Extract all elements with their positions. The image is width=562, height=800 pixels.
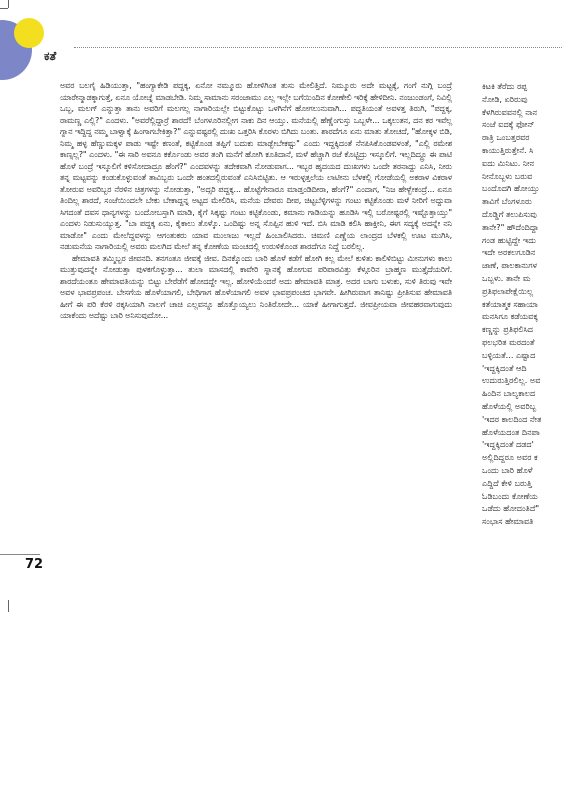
column-line: ಉದುರುತ್ತಿರಲಿಲ್ಲ. ಅವ <box>482 375 541 386</box>
main-text-column <box>60 80 452 322</box>
column-line: ಎದ್ದಿದೆ ಕೇಳಿ ಬರುತ್ತಿ <box>482 477 532 488</box>
column-line: ಅಲ್ಲಿದಿದ್ದರೂ ಅವರ ಕ <box>482 452 538 463</box>
column-line: ಹಿಂದಿನ ಬಾಲ್ಯಕಾಲದ <box>482 388 536 399</box>
crop-mark-top-left <box>0 8 8 9</box>
right-text-column-cropped <box>482 80 562 528</box>
column-line: ನೀನೊಬ್ಬಳು ಬರುವ <box>482 170 533 181</box>
column-line: ಸಂಜೆ ಐದಕ್ಕೆ ಫೋನ್ <box>482 119 535 130</box>
column-line: ಜಾಣೆ, ಪಾಲಕಾನುಗಳ <box>482 260 537 271</box>
column-line: ಕೆಳಗಿರುವವನಲ್ಲಿ ನಾನ <box>482 106 538 117</box>
column-line: ಹೊಳೆಯಲ್ಲಿ ಅವರಿಬ್ಬ <box>482 400 537 411</box>
section-label: ಕತೆ <box>44 49 57 63</box>
column-line: ಕತೆಯಾತ್ಮಕ ಸಹಾಯಾ <box>482 298 538 309</box>
paragraph: ಅವರ ಬಲಗೈ ಹಿಡಿಯುತ್ತಾ, "ಹಂಗ್ಯಾಕೇಡಿ ಪದ್ದಕ್ಕ, ಏನೋ ನಮ್ಮೂರು ಹೋಳಿಗಿಂತ ತುಸು ಮೇಲಿತ್ತಿದೆ. ನಿಮ್ಮೂರು ಅದೇ ಮಟ್ಟಕ್ಕೆ, ಗಂಗೆ ನುಗ್ಗಿ ಬಂದ್ರೆ ಯಾರೇನ್ಮಾಡಕ್ಕಾಗುತ್ತೆ, ಏನೂ ಯೋಚ್ನೆ ಮಾಡಬೇಡಿ. ನಿಮ್ಮ ಸಾಮಾನು ಸರಂಜಾಮು ಎಲ್ಲ ಇಲ್ಲೇ ಬಗೆಯಿಂದಿನ ಕೋಣೇಲಿ ಇರಿಕ್ಕೆ ಹೇಳಿದೀನಿ. ನಂಜುಂಡಂಗೆ, ನಿವಿಲ್ಲಿ ಒಬ್ಬ, ಮಲಗ್ ಎನ್ನುತ್ತಾ ತಾನು ಅವರಿಗೆ ಮಲಗಲ್ಲ ನಾಗಾರಿಯಲ್ಲೇ ಬಿಟ್ಟುಕೊಟ್ಟು ಒಳಗಿನೆಗೆ ಹೋಗಲುನುವಾಗಿ... ಪದ್ದತಿಯಂತೆ ಅವಳತ್ತ ತಿರುಗಿ, "ಪದ್ದಕ್ಕ, ರಾಮಣ್ಣ ಎಲ್ಲಿ?" ಎಂದಳು. "ಅವರೆಲ್ಲಿದ್ದಾರ್ರೆ ಶಾರದೆ! ಬೆಂಗಳೂರಿನಲ್ಲೀಗ ನಾಕು ದಿನ ಆಯ್ತು. ಮನೆಯಲ್ಲಿ ಹೆಣ್ಣೆಂಗುಸ್ತು ಒಬ್ಬಳೇ... ಒಕ್ಕಲುತನ, ದನ ಕರ ಇವೆಲ್ಲ ಗ್ನಾನ ಇದ್ದಿದ್ದ ನಮ್ಮ ಬಾಳ್ವಾಕ್ಕೆ ಹಿಂಗಾಗಬೇಕಿತ್ತಾ?" ಎನ್ನುವಷ್ಟರಲ್ಲಿ ದುಃಖ ಒತ್ತರಿಸಿ ಕೊರಳು ಬಿಗಿದು ಬಂತು. ಶಾರದೆಗೂ ಏನು ಮಾತು ತೋಚದೆ, "ಹೋಕ್ಕಳ ಬಿಡಿ, ನಿಮ್ಮ ಹಳ್ಳ ಹೆಣ್ಣುಮಕ್ಕಳ ಪಾಡು ಇಷ್ಟೇ ಕಣಂತೆ, ಕಟ್ಟಿಕೊಂಡ ತಪ್ಪಿಗೆ ಬದುಕು ಮಾಡ್ಬೇಬೇಕಷ್ಟು" ಎಂದು ಇದ್ದಕ್ಕಿದಂತೆ ನೆನಪಿಸಿಕೊಂಡವಳಂತೆ, "ಎಲ್ಲಿ ರಮೇಶ ಕಾಣ್ಸಲ್ಲ?" ಎಂದಳು. "ಈ ಸಾರಿ ಅವನೂ ಕರ್ಕೊಂಡು ಅವರ ತಂಗಿ ಮನೆಗೆ ಹೋಗಿ ಕೂತಿದಾನೆ, ಮಳೆ ಹೆಚ್ಚಾಗಿ ರಜೆ ಕೊಟ್ಟಿದ್ರು ಇಸ್ಕೂಲಿಗೆ. ಇಲ್ಲದಿದ್ದ್ರೂ ಈ ಪಾಟಿ ಹೊಳೆ ಬಂದ್ರೆ ಇಸ್ಕೂಲಿಗೆ ಕಳಿಸೋದಾದ್ರೂ ಹೆಂಗೆ?" ಎಂದವಳನ್ನು ತದೇಕವಾಗಿ ನೋಡುವಾಗ... ಇಬ್ಬರ ಹೃದಯದ ದುಃಖಗಳು ಒಂದೇ ತರನಾದ್ದು ಎನಿಸಿ, ನೀರು ತನ್ನ ಮಟ್ಟವನ್ನು ಕಂಡುಕೊಳ್ಳುವಂತೆ ತಾವಿಬ್ಬರು ಒಂದೇ ಹಂತದಲ್ಲಿರುವಂತೆ ಎನಿಸಿಬಿಟ್ಟಿತು. ಆ ಇರುಳ್ಳತ್ತಲೆಯ ಲಾಟೀನು ಬೆಳಕಲ್ಲಿ ಗೋಡೆಯಲ್ಲಿ ಅಕರಾಳ ವಿಕರಾಳ ತೋರುವ ಅವರಿಬ್ಬರ ನೆರಳಿನ ಚಿತ್ರಗಳನ್ನು ನೋಡುತ್ತಾ, "ಅದ್ಸರಿ ಪದ್ದಕ್ಕ... ಹೊಟ್ಟೆಗೇನಾರೂ ಮಾಡ್ತಂಡಿದೀರಾ, ಹೆಂಗೆ?" ಎಂದಾಗ, "ನಿಜ ಹೇಳ್ಬೇಕಂದ್ರೆ... ಏನೂ ತಿಂದಿಲ್ಲ ಶಾರದೆ, ಸಂಜೆಯಿಂದಲೇ ಬೇಕು ಬೇಕಾದ್ದನ್ನ ಅಟ್ಟದ ಮೇಲಿರಿಸಿ, ಮನೆಯ ದೇವರು ದೀಪ, ಚಿಟ್ಟಬೆಳ್ಳಿಗಳನ್ನು ಗಂಟು ಕಟ್ಟಿಕೊಂಡು ಮಳೆ ನೀರಿಗೆ ಅದ್ದುವಾ ಸಿಗದಂತೆ ದವಸ ಧಾನ್ಯಗಳನ್ನು ಬಂದೋಬಸ್ತಾಗಿ ಮಾಡಿ, ಕೈಗೆ ಸಿಕ್ಕಷ್ಟು ಗಂಟು ಕಟ್ಟಿಕೊಂಡು, ಕಮಾನು ಗಾಡಿಯನ್ನು ಹೂಡಿಸಿ ಇಲ್ಲಿ ಬರೋಷ್ಟರಲ್ಲಿ ಇಷ್ಟೊತ್ತಾಯ್ತು" ಎಂದಳು ನಿಡುಸುಯ್ಯುತ್ತ. "ಬಾ ಪದ್ದಕ್ಕ ಏನು, ಕೈಕಾಲು ತೊಳ್ಕೊ. ಒಂದಿಷ್ಟು ಅನ್ನ ಸೊಪ್ಪಿನ ಹುಳಿ ಇದೆ. ಬಿಸಿ ಮಾಡಿ ಕಲಿಸಿ ಹಾಕ್ತೀನಿ, ಈಗ ಸದ್ಯಕ್ಕೆ ಅದನ್ನೇ ನನಿ ಮಾಡೋ" ಎಂದು ಮೇಲೆದ್ದವಳನ್ನು ಆಗಂತುಕರು ಯಾವ ಮುಲಾಜು ಇಲ್ಲದೆ ಹಿಂಬಾಲಿಸಿದರು. ಚಿಮಣಿ ಎಣ್ಣೆಯ ಲಾಂದ್ರದ ಬೆಳಕಲ್ಲಿ ಊಟ ಮುಗಿಸಿ, ನಡುಮನೆಯ ನಾಗಾರಿಯಲ್ಲಿ ಅವರು ಮಲಗಿದ ಮೇಲೆ ತನ್ನ ಕೋಣೆಯ ಮಂಚದಲ್ಲಿ ಉರುಳಿಕೊಂಡ ಶಾರದೆಗೂ ನಿದ್ದೆ ಬರಲಿಲ್ಲ. <box>60 80 452 251</box>
crop-mark-bottom-left <box>8 600 9 612</box>
column-line: ಒಬ್ಬಳು. ತಾನೇ ಮ <box>482 272 531 283</box>
column-line: 'ಇದ್ದಕ್ಕಿದಂತೆ ದಡದ' <box>482 439 534 450</box>
column-line: ಕಿಟಕಿ ತೆರೆದು ರಪ್ಪ <box>482 81 528 91</box>
column-line: ತಾನೇ?" ಹೌದೆಂದಿದ್ದಾ <box>482 221 539 232</box>
column-line: ಫಲಭರಿತ ಮರದಂತೆ <box>482 336 535 347</box>
column-line: 'ಇದ್ದಕ್ಕಿದಂತೆ ಆದಿ <box>482 362 527 373</box>
column-line: ಹೊಳೆಯದಂತ ದಿನಪಾ <box>482 426 540 437</box>
column-line: ಕಾಯುತ್ತಿರುತ್ತೇನೆ. ಸಿ <box>482 144 534 155</box>
column-line: ಓಡಿಬಂದು ಕೋಣೆಯ <box>482 490 538 501</box>
column-line: ಕಣ್ಣನ್ನು ಪ್ರತಿಫಲಿಸಿದ <box>482 324 533 335</box>
column-line: ನೋಡಿ, ಏರಿರುವು <box>482 93 528 104</box>
column-line: ಗಂಡ ಹುಟ್ಟಿದ್ದೇ ಇದು <box>482 234 536 245</box>
column-line: ಐದು ಮಿನಿಟು. ನೀನ <box>482 157 535 168</box>
column-line: ಬಳ್ಳಿಯತೆ... ಎಷ್ಟಾದ <box>482 349 536 360</box>
decorative-circle-yellow <box>14 18 44 48</box>
column-line: ತಾವಿಗೆ ಬೆಂಗಳೂರು <box>482 196 532 207</box>
header-dotted-rule <box>74 47 562 48</box>
column-line: ಒಂದು ಬಾರಿ ಹೊಳೆ <box>482 464 533 475</box>
column-line: 'ಇದರ ಕಾಲದಿಂದ ನೇತ <box>482 413 542 424</box>
page-number-rule <box>0 554 40 555</box>
column-line: ದೊಡ್ಡಿಗೆ ತಲುಪಿಸುವು <box>482 208 537 219</box>
column-line: ಪ್ರತಿಫಲಾಪೇಕ್ಷೆಯಿಲ್ಲ <box>482 285 534 296</box>
column-line: ಒಡೆದು ಹೋದಂತಿದೆ" <box>482 503 540 514</box>
column-line: ರಾತ್ರಿ ಒಂಬತ್ತರವರ <box>482 132 530 143</box>
column-line: ಬಂದೊದಗಿ ಹೋಯ್ತು <box>482 183 540 194</box>
page-number: 72 <box>25 557 44 572</box>
column-line: ಸಂಭಾಸ ಹೇಮಾವತಿ <box>482 516 534 527</box>
crop-mark-top-left-vertical <box>8 0 9 8</box>
column-line: ಇದೇ ಅರಕಲಗೂಡಿನ <box>482 247 536 258</box>
column-line: ಮನಸಿಗೂ ಕಡೆಯವಕ್ಕ <box>482 311 538 322</box>
paragraph: ಹೇಮಾವತಿ ತಮ್ಮಿಬ್ಬರ ಜೀವನದಿ. ತನಗಂತೂ ಜೀವಕ್ಕೆ ಜೀವ. ದಿನಕ್ಕೊಂದು ಬಾರಿ ಹೊಳೆ ಕಡೆಗೆ ಹೋಗಿ ಕಲ್ಲ ಮೇಲೆ ಕುಳಿತು ಕಾಲಿಳಿಬಿಟ್ಟು ಮೀನುಗಳು ಕಾಲು ಮುತ್ತುವುದನ್ನೇ ನೋಡುತ್ತಾ ಪುಳಕಗೊಳ್ಳುತ್ತಾ... ತುಲಾ ಮಾಸದಲ್ಲಿ ಕಾವೇರಿ ಸ್ನಾನಕ್ಕೆ ಹೋಗುವ ಪರಿಪಾಠವಿತ್ತು ಕೆಳ್ಗೂರಿನ ಬ್ರಾಹ್ಮಣ ಮುತ್ತೈದೆಯರಿಗೆ. ಶಾರದೆಯಂತೂ ಹೇಮಾವತಿಯನ್ನು ಬಿಟ್ಟು ಬೇರೆಡೆಗೆ ಹೋದದ್ದೇ ಇಲ್ಲ. ಹೋಳಿಯೆಂದರೆ ಅದು ಹೇಮಾವತಿ ಮಾತ್ರ. ಅದರ ಬಾಗು ಬಳುಕು, ಸುಳಿ ತಿರುವು ಇವೇ ಅವಳ ಭಾವಪ್ರಪಂಚ. ಬೇಸಗೆಯ ಹೊಳೆಯಾಗಲಿ, ಬೇಧಿಗಾಗ ಹೊಳೆಯಾಗಲಿ ಅವಳ ಭಾವಪ್ರಪಂಚದ ಭಾಗವೇ. ಹೀಗಿರುವಾಗ ತಾನಿಷ್ಟು ಪ್ರೀತಿಸುವ ಹೇಮಾವತಿ ಹೀಗೆ ಈ ಪರಿ ಕೆರಳಿ ರಕ್ಕಸಿಯಾಗಿ ನಾಲಗೆ ಚಾಚಿ ಎಲ್ಲವನ್ನೂ ಹೊತ್ತೊಯ್ಯಲು ನಿಂತಿರೋದೇ... ಯಾಕೆ ಹೀಗಾಗುತ್ತದೆ. ಜೀವಪ್ರೀಯವಾ ಜೀವಹರವಾಗುವುದು ಯಾಕೆಂದು ಅದೆಷ್ಟು ಬಾರಿ ಅನಿಸುವುದೋ... <box>60 252 452 320</box>
